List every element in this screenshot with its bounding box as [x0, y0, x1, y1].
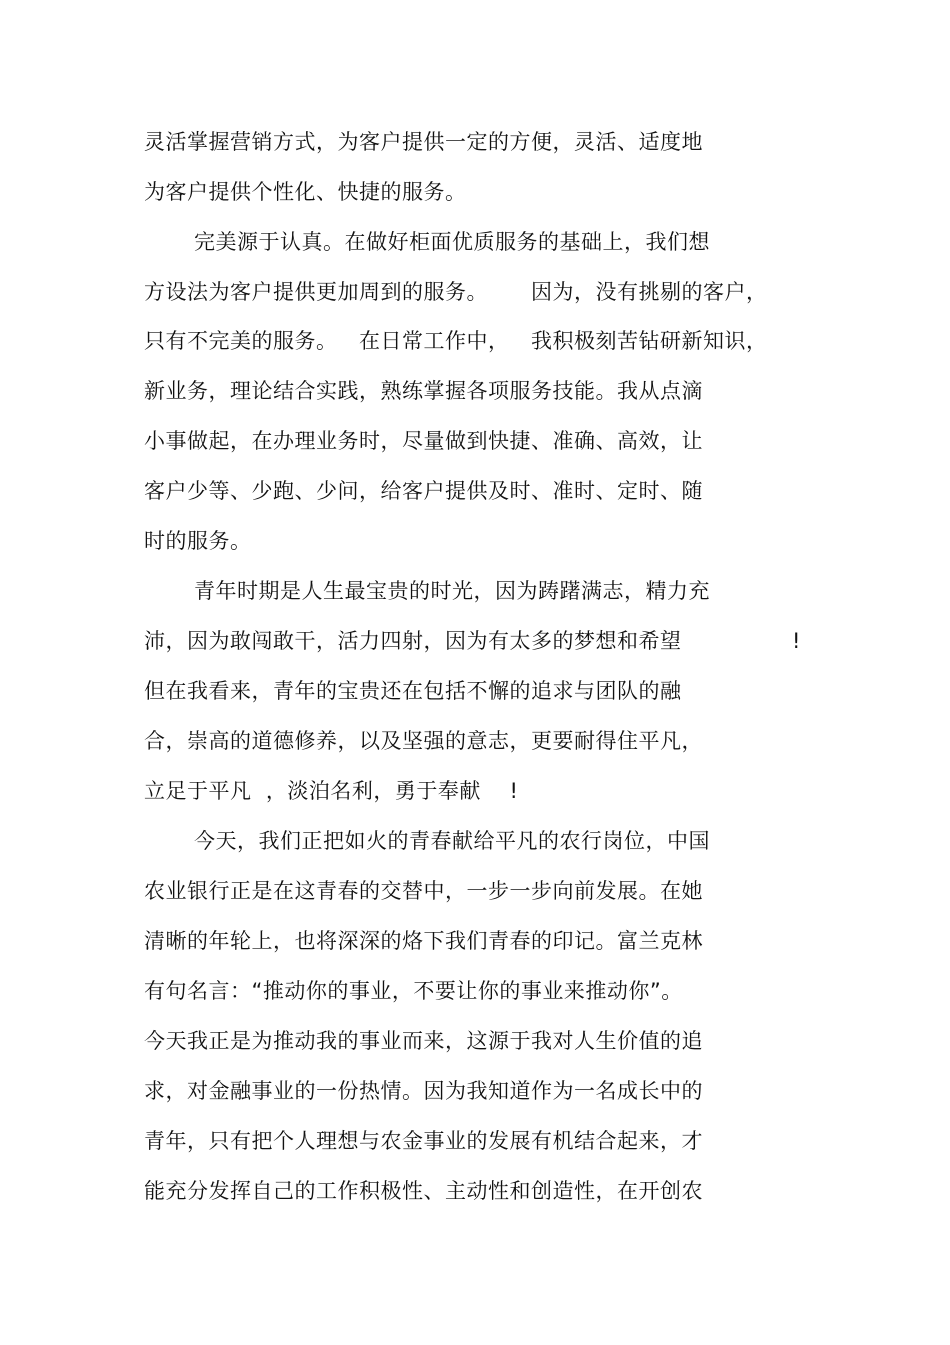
text-line: 求，对金融事业的一份热情。因为我知道作为一名成长中的 [144, 1079, 703, 1103]
exclamation-mark: ! [792, 629, 801, 653]
text-line: 只有不完美的服务。 在日常工作中， 我积极刻苦钻研新知识， [144, 329, 768, 353]
text-line: 合，崇高的道德修养，以及坚强的意志，更要耐得住平凡， [144, 729, 703, 753]
text-line: 但在我看来，青年的宝贵还在包括不懈的追求与团队的融 [144, 679, 682, 703]
text-line: 能充分发挥自己的工作积极性、主动性和创造性，在开创农 [144, 1179, 703, 1203]
text-line: 小事做起，在办理业务时，尽量做到快捷、准确、高效，让 [144, 429, 703, 453]
text-line: 青年，只有把个人理想与农金事业的发展有机结合起来，才 [144, 1129, 703, 1153]
text-line: 立足于平凡 ，淡泊名利，勇于奉献 ! [144, 779, 519, 803]
paragraph-start-line: 今天，我们正把如火的青春献给平凡的农行岗位，中国 [194, 829, 710, 853]
text-line: 客户少等、少跑、少问，给客户提供及时、准时、定时、随 [144, 479, 703, 503]
text-line: 灵活掌握营销方式，为客户提供一定的方便，灵活、适度地 [144, 130, 703, 154]
text-line: 今天我正是为推动我的事业而来，这源于我对人生价值的追 [144, 1029, 703, 1053]
text-line: 农业银行正是在这青春的交替中，一步一步向前发展。在她 [144, 879, 703, 903]
text-line: 时的服务。 [144, 529, 252, 553]
paragraph-start-line: 青年时期是人生最宝贵的时光，因为踌躇满志，精力充 [194, 579, 710, 603]
text-line: 有句名言：“推动你的事业，不要让你的事业来推动你”。 [144, 979, 683, 1003]
text-line: 为客户提供个性化、快捷的服务。 [144, 180, 467, 204]
text-line: 新业务，理论结合实践，熟练掌握各项服务技能。我从点滴 [144, 379, 703, 403]
paragraph-start-line: 完美源于认真。在做好柜面优质服务的基础上，我们想 [194, 230, 710, 254]
text-line: 清晰的年轮上，也将深深的烙下我们青春的印记。富兰克林 [144, 929, 703, 953]
text-line: 沛，因为敢闯敢干，活力四射，因为有太多的梦想和希望 [144, 629, 682, 653]
text-line: 方设法为客户提供更加周到的服务。 因为，没有挑剔的客户， [144, 280, 768, 304]
